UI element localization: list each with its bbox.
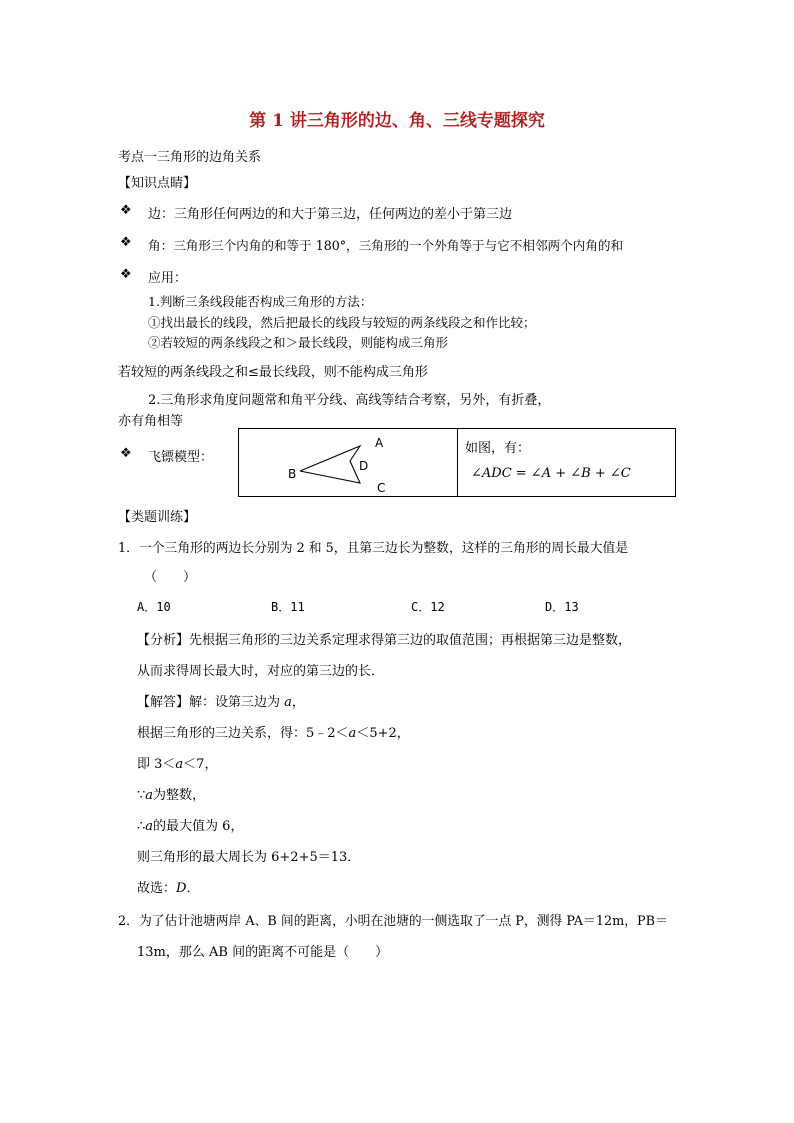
apply-line-1: 1.判断三条线段能否构成三角形的方法：	[148, 294, 373, 309]
q2-stem-2: 13m，那么 AB 间的距离不可能是（ ）	[137, 945, 389, 960]
knowledge-header: 【知识点睛】	[118, 176, 197, 191]
variable-a: a	[284, 695, 292, 710]
q1-solution-4	[137, 784, 205, 803]
q1-solution-5	[137, 815, 243, 834]
solution-text: ，	[291, 695, 305, 710]
practice-header: 【类题训练】	[118, 510, 197, 525]
apply-line-3: ②若较短的两条线段之和＞最长线段，则能构成三角形	[148, 335, 449, 350]
q1-solution-2	[137, 722, 410, 741]
apply-line-5: 2.三角形求角度问题常和角平分线、高线等结合考察，另外，有折叠，	[148, 393, 551, 408]
page-title: 第 1 讲三角形的边、角、三线专题探究	[249, 111, 545, 131]
solution-text: ∴	[137, 819, 146, 834]
q1-analysis-2: 从而求得周长最大时，对应的第三边的长．	[137, 664, 385, 679]
variable-a: a	[145, 819, 154, 834]
q1-choice-b: B．11	[271, 600, 305, 614]
dart-text: 如图，有：	[465, 441, 531, 456]
solution-text: ＜7，	[183, 757, 218, 772]
apply-line-6: 亦有角相等	[118, 414, 184, 429]
solution-text: ．	[186, 881, 200, 896]
dart-shape	[300, 446, 360, 483]
q1-choice-c: C．12	[411, 600, 445, 614]
solution-tag: 【解答】	[137, 695, 190, 710]
solution-text: 的最大值为 6，	[153, 819, 244, 834]
point-d-label: D	[359, 459, 369, 473]
variable-a: a	[348, 726, 357, 741]
q2-stem-1: 2．为了估计池塘两岸 A、B 间的距离，小明在池塘的一侧选取了一点 P，测得 PA＝12m，PB＝	[118, 914, 668, 929]
solution-text: 即 3＜	[137, 757, 176, 772]
variable-a: a	[145, 788, 154, 803]
bullet-icon: ❖	[120, 446, 132, 461]
dart-figure	[238, 428, 458, 497]
q1-solution-7	[137, 877, 199, 896]
dart-model-label: 飞镖模型：	[148, 450, 214, 465]
q1-choice-a: A．10	[137, 600, 171, 614]
answer-letter: D	[176, 881, 187, 896]
solution-text: 根据三角形的三边关系，得：5﹣2＜	[137, 726, 349, 741]
apply-line-4: 若较短的两条线段之和≤最长线段，则不能构成三角形	[118, 365, 428, 380]
q1-stem: 1．一个三角形的两边长分别为 2 和 5，且第三边长为整数，这样的三角形的周长最大值是	[118, 541, 629, 556]
point-c-label: C	[377, 481, 386, 495]
q1-analysis-1: 【分析】先根据三角形的三边关系定理求得第三边的取值范围；再根据第三边是整数，	[137, 633, 632, 648]
q1-blank: （ ）	[144, 570, 197, 585]
solution-text: 解：设第三边为	[189, 695, 285, 710]
point-a-label: A	[375, 436, 384, 450]
q1-solution-1	[137, 691, 305, 710]
solution-text: 故选：	[137, 881, 177, 896]
point-b-label: B	[288, 467, 297, 481]
solution-text: ＜5+2，	[356, 726, 410, 741]
dart-formula: ∠ADC = ∠A + ∠B + ∠C	[471, 466, 631, 481]
solution-text: 为整数，	[153, 788, 206, 803]
q1-solution-3	[137, 753, 217, 772]
bullet-apply-text: 应用：	[148, 271, 188, 286]
apply-line-2: ①找出最长的线段，然后把最长的线段与较短的两条线段之和作比较；	[148, 315, 536, 330]
bullet-edge-text: 边：三角形任何两边的和大于第三边，任何两边的差小于第三边	[148, 207, 513, 222]
bullet-angle-text: 角：三角形三个内角的和等于 180°，三角形的一个外角等于与它不相邻两个内角的和	[148, 238, 624, 253]
section-heading: 考点一三角形的边角关系	[118, 150, 262, 165]
variable-a: a	[175, 757, 184, 772]
q1-choice-d: D．13	[545, 600, 579, 614]
solution-text: ∵	[137, 788, 146, 803]
q1-solution-6: 则三角形的最大周长为 6+2+5＝13．	[137, 850, 361, 865]
bullet-icon: ❖	[120, 267, 132, 282]
bullet-icon: ❖	[120, 203, 132, 218]
bullet-icon: ❖	[120, 235, 132, 250]
